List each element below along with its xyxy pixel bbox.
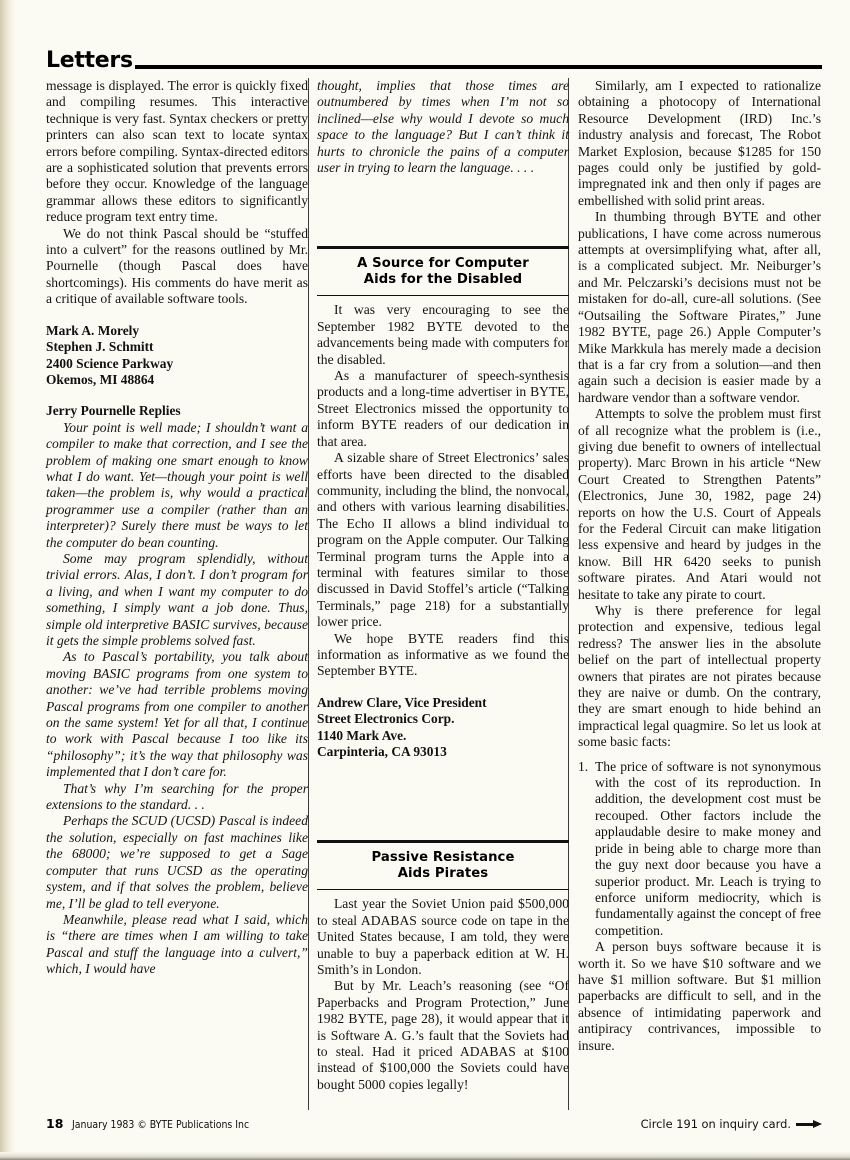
list-item-number: 1.: [578, 758, 589, 774]
masthead-rule: [135, 65, 822, 69]
inquiry-card-label: Circle 191 on inquiry card.: [640, 1117, 791, 1131]
page-title: Letters: [46, 48, 133, 73]
paragraph: As to Pascal’s portability, you talk about moving BASIC programs from one system to another: we’ve had terrible problems moving Pascal programs from one compiler to another on the same system! Yet for all that, I continue to work with Pascal because I too like its “philosophy”; it’s the way that philosophy was implemented that I don’t care for.: [46, 649, 308, 780]
paragraph: It was very encouraging to see the September 1982 BYTE devoted to the advancements being made with computers for the disabled.: [317, 302, 569, 367]
paragraph: Last year the Soviet Union paid $500,000 to steal ADABAS source code on tape in the United States because, I am told, they were unable to buy a paperback edition at W. H. Smith’s in London.: [317, 896, 569, 978]
signature-line: Street Electronics Corp.: [317, 711, 455, 727]
paragraph: message is displayed. The error is quickly fixed and compiling resumes. This interactive technique is very fast. Syntax checkers or pretty printers can also scan text to locate syntax errors before compiling. Syntax-directed editors are a sophisticated solution that prevents errors before they occur. Knowledge of the language grammar allows these editors to significantly reduce program text entry time.: [46, 78, 308, 225]
footer-left: [46, 1116, 265, 1131]
signature-line: Mark A. Morely: [46, 322, 140, 338]
column-1: [46, 78, 308, 1110]
paragraph: We do not think Pascal should be “stuffed into a culvert” for the reasons outlined by Mr. Pournelle (though Pascal does have shortcomings). His comments do have merit as a critique of available software tools.: [46, 225, 308, 307]
page-footer: [46, 1116, 822, 1136]
list-item: [578, 759, 821, 939]
paragraph: In thumbing through BYTE and other publications, I have come across numerous attempts at oversimplifying what, after all, is a complicated subject. Mr. Neiburger’s and Mr. Pelczarski’s decisions must not be mistaken for do-all, cure-all solutions. (See “Outsailing the Software Pirates,” June 1982 BYTE, page 26.) Apple Computer’s Mike Markkula has merely made a decision that is a far cry from a solution—and then again such a decision is easier made by a hardware vendor than a software vendor.: [578, 209, 821, 405]
page-number: 18: [46, 1116, 64, 1131]
paragraph: We hope BYTE readers find this information as informative as we found the September BYTE.: [317, 630, 569, 679]
publication-imprint: January 1983 © BYTE Publications Inc: [72, 1120, 250, 1131]
signature-line: 2400 Science Parkway: [46, 355, 174, 371]
list-item-text: The price of software is not synonymous with the cost of its reproduction. In addition, the development cost must be recouped. Other factors include the applaudable desire to make money and pride in being able to charge more than the guy next door because you have a superior product. Mr. Leach is trying to enforce uniform mediocrity, which is fundamentally against the concept of free competition.: [595, 758, 821, 938]
paragraph: thought, implies that those times are outnumbered by times when I’m not so inclined—else why would I devote so much space to the language? But I can’t think it hurts to chronicle the pains of a computer user in trying to learn the language. . . .: [317, 78, 569, 176]
paragraph: A sizable share of Street Electronics’ sales efforts have been directed to the disabled community, including the blind, the nonvocal, and others with various learning disabilities. The Echo II allows a blind individual to program on the Apple computer. Our Talking Terminal program turns the Apple into a terminal with features similar to those discussed in David Stoffel’s article (“Talking Terminals,” page 218) for a substantially lower price.: [317, 450, 569, 630]
article-columns: [46, 78, 821, 1110]
paragraph: As a manufacturer of speech-synthesis products and a long-time advertiser in BYTE, Street Electronics missed the opportunity to inform BYTE readers of our dedication in that area.: [317, 368, 569, 449]
paragraph: Why is there preference for legal protection and expensive, tedious legal redress? The answer lies in the absolute belief on the part of intellectual property owners that pirates are not pirates because they are naive or dumb. On the contrary, they are smart enough to hide behind an impractical legal quagmire. So let us look at some basic facts:: [578, 603, 821, 750]
heading-line: Aids Pirates: [397, 866, 489, 882]
inquiry-card-note: [641, 1117, 822, 1131]
paragraph: Some may program splendidly, without trivial errors. Alas, I don’t. I don’t program for a living, and when I want my computer to do something, I simply want a job done. Thus, simple old interpretive BASIC survives, because it gets the simple problems solved fast.: [46, 550, 308, 648]
heading-line: A Source for Computer: [357, 256, 529, 272]
heading-rule-bottom: [317, 889, 569, 890]
reply-heading: Jerry Pournelle Replies: [46, 403, 181, 419]
column-divider-1: [308, 78, 309, 1110]
heading-rule-top: [317, 246, 569, 249]
paragraph: Meanwhile, please read what I said, which is “there are times when I am willing to take Pascal and stuff the language into a culvert,” which, I would have: [46, 911, 308, 977]
paragraph: Similarly, am I expected to rationalize obtaining a photocopy of International Resource Development (IRD) Inc.’s industry analysis and forecast, The Robot Market Explosion, because $1285 for 150 pages could only be justified by gold-impregnated ink and then only if pages are embellished with solid print areas.: [578, 78, 821, 208]
signature-line: Andrew Clare, Vice President: [317, 694, 487, 710]
column-3: [578, 78, 821, 1110]
section-heading-passive-resistance: [317, 840, 569, 890]
paragraph: A person buys software because it is worth it. So we have $10 software and we have $1 million software. But $1 million paperbacks are difficult to sell, and in the absence of intimidating paperwork and antipiracy contrivances, impossible to insure.: [578, 939, 821, 1053]
signature-line: Carpinteria, CA 93013: [317, 744, 447, 759]
heading-rule-bottom: [317, 295, 569, 296]
paragraph: Your point is well made; I shouldn’t want a compiler to make that correction, and I see the problem of making one smart enough to know what I do want. Yet—though your point is well taken—the problem is, why would a practical programmer use a compiler (rather than an interpreter)? Surely there must be ways to let the computer do bean counting.: [46, 419, 308, 550]
section-heading-aids-for-disabled: [317, 246, 569, 296]
right-arrow-icon: [796, 1120, 822, 1129]
signature-line: Stephen J. Schmitt: [46, 339, 154, 355]
masthead: [46, 38, 822, 72]
signature-line: Okemos, MI 48864: [46, 371, 155, 387]
paragraph: But by Mr. Leach’s reasoning (see “Of Paperbacks and Program Protection,” June 1982 BYTE, page 28), it would appear that it is Software A. G.’s fault that the Soviets had to steal. Had it priced ADABAS at $100 instead of $100,000 the Soviets could have bought 5000 copies legally!: [317, 978, 569, 1092]
paragraph: Perhaps the SCUD (UCSD) Pascal is indeed the solution, especially on fast machines like the 68000; we’re supposed to get a Sage computer that runs UCSD as the operating system, and if that solves the problem, believe me, I’ll be glad to tell everyone.: [46, 813, 308, 911]
paragraph: That’s why I’m searching for the proper extensions to the standard. . .: [46, 780, 308, 813]
paragraph: Attempts to solve the problem must first of all recognize what the problem is (i.e., giving due benefit to owners of intellectual property). Marc Brown in his article “New Court Created to Strengthen Patents” (Electronics, June 30, 1982, page 24) reports on how the U.S. Court of Appeals for the Federal Circuit can make litigation less expensive and heard by judges in the know. Bill HR 6420 seeks to punish software pirates. And Atari would not hesitate to take any pirate to court.: [578, 406, 821, 602]
heading-line: Passive Resistance: [371, 850, 515, 866]
column-2: [317, 78, 569, 1110]
heading-rule-top: [317, 840, 569, 843]
letter-signature: [317, 695, 569, 761]
signature-line: 1140 Mark Ave.: [317, 727, 407, 743]
heading-line: Aids for the Disabled: [363, 272, 523, 288]
letter-signature: [46, 323, 308, 389]
